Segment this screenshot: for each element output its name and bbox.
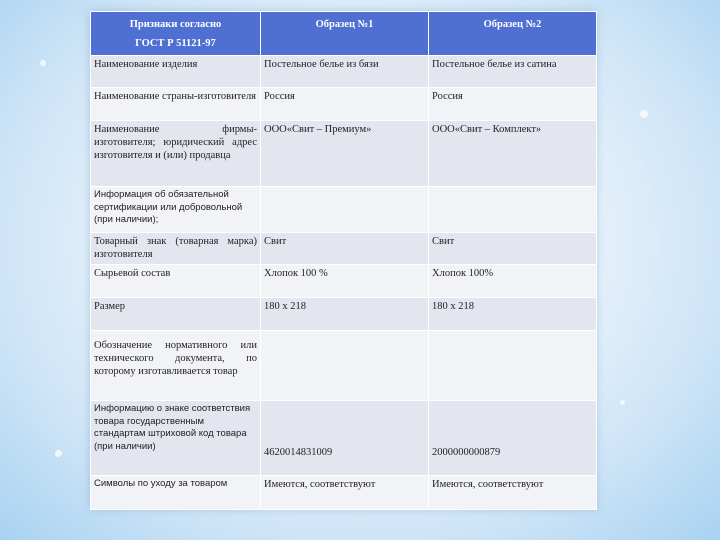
row-sample-2 — [429, 187, 597, 233]
row-sample-2: 2000000000879 — [429, 401, 597, 476]
header-row — [91, 12, 597, 56]
row-sample-2: Россия — [429, 88, 597, 121]
table-row — [91, 401, 597, 476]
table-row — [91, 88, 597, 121]
table-row — [91, 476, 597, 510]
row-sample-1 — [261, 331, 429, 401]
header-criteria-line2: ГОСТ Р 51121-97 — [135, 38, 216, 49]
row-criterion: Размер — [91, 298, 261, 331]
row-sample-1: Свит — [261, 233, 429, 265]
comparison-table — [90, 11, 597, 510]
row-sample-1: 180 x 218 — [261, 298, 429, 331]
row-criterion: Сырьевой состав — [91, 265, 261, 298]
background-sparkle — [55, 450, 62, 457]
row-sample-2: 180 x 218 — [429, 298, 597, 331]
table-row — [91, 56, 597, 88]
table-row — [91, 298, 597, 331]
table-row — [91, 121, 597, 187]
row-sample-2: ООО«Свит – Комплект» — [429, 121, 597, 187]
background-sparkle — [620, 400, 625, 405]
header-sample-1: Образец №1 — [261, 12, 429, 56]
row-sample-1: 4620014831009 — [261, 401, 429, 476]
table-row — [91, 265, 597, 298]
header-criteria-line1: Признаки согласно — [129, 19, 222, 30]
row-criterion: Информация об обязательной сертификации или добровольной (при наличии); — [91, 187, 261, 233]
row-sample-2: Хлопок 100% — [429, 265, 597, 298]
row-sample-1: Постельное белье из бязи — [261, 56, 429, 88]
row-criterion: Наименование фирмы-изготовителя; юридический адрес изготовителя и (или) продавца — [91, 121, 261, 187]
row-sample-1: Хлопок 100 % — [261, 265, 429, 298]
row-sample-2: Постельное белье из сатина — [429, 56, 597, 88]
row-criterion: Символы по уходу за товаром — [91, 476, 261, 510]
table-row — [91, 187, 597, 233]
row-criterion: Наименование изделия — [91, 56, 261, 88]
table-row — [91, 233, 597, 265]
table-row — [91, 331, 597, 401]
row-criterion: Наименование страны-изготовителя — [91, 88, 261, 121]
row-sample-1: Имеются, соответствуют — [261, 476, 429, 510]
row-sample-2: Имеются, соответствуют — [429, 476, 597, 510]
row-criterion: Информацию о знаке соответствия товара государственным стандартам штриховой код товара (при наличии) — [91, 401, 261, 476]
comparison-table-container — [90, 11, 596, 509]
row-criterion: Обозначение нормативного или технического документа, по которому изготавливается товар — [91, 331, 261, 401]
row-sample-1: ООО«Свит – Премиум» — [261, 121, 429, 187]
row-sample-2 — [429, 331, 597, 401]
header-sample-2: Образец №2 — [429, 12, 597, 56]
header-criteria — [91, 12, 261, 56]
row-sample-1: Россия — [261, 88, 429, 121]
row-criterion: Товарный знак (товарная марка) изготовителя — [91, 233, 261, 265]
background-sparkle — [640, 110, 648, 118]
background-sparkle — [40, 60, 46, 66]
row-sample-2: Свит — [429, 233, 597, 265]
row-sample-1 — [261, 187, 429, 233]
